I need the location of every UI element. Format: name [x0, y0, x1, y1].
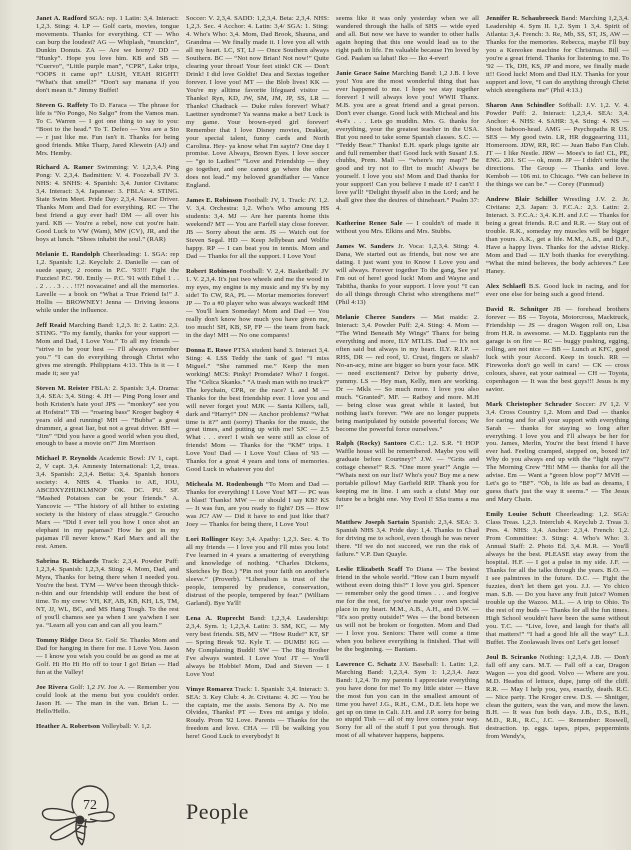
student-name: Donna E. Rowe	[186, 346, 232, 354]
yearbook-entry: Micheala M. Rodenbough “To Mom and Dad — Thanks for everything! I Love You! MT — PC was a blast! Thanks! MW — or should I say KB? KS — It was fun, are you ready to fight? DS — How was JC? AW — Did it have to end just like that? Joey — Thanks for being there, I Love You!	[186, 481, 329, 529]
student-name: Steven M. Reister	[36, 384, 89, 392]
yearbook-entry: Joul B. Sciranko Nothing: 1,2,3,4. J.B. — Don't fall off any cars. M.T. — Fall off a car, Dragon Wagon — you did good. Volvo — Where are you. M.D. Headus of lettuce, dupe, jump off the cliff. R.R. — May I help you, yes, exactly, death. R.C. — Nice party. The Kroger crew. D.S. — Shnitger, clean the gutters, wax the van, and mow the lawn. B.H. — It was fun both days. J.B., D.S., B.H., M.D., R.R., R.C., J.C. — Remember: Roswell, destraction. tp. eggs. tapes, pipes, peppermints from Wendy's,	[486, 653, 629, 741]
student-name: Matthew Joseph Sartain	[336, 519, 410, 527]
yearbook-entry: Soccer: V. 2,3,4. SADD: 1,2,3,4. Beta: 2,3,4. NHS: 1,2,3. Sec. 4 Acchor: 4. Latin: 3,4/ SGA: 1. Sting: 4. Who's Who: 3,4. Mom, Dad Brook, Shauna, and Grandma — We finally made it. I love you all with all my heart. LC, ST, LJ — Once Southern always Southern. BC — “Not now Brian! Not now!” Quite clearing your throat! Your feet stink! CK — Don't Drink! I did love Goldie! Dea and Sextas together forever. I love you! MT — the Blob lives! KK — You're my alltime favorite lifeguard visitor — Thanks! Ryn, KD, JW, SM, JM, JP, SS, LR — Thanks! Chadrack — Duke rules forever! What? Laettner syndrome? Ya wanna make a bet? Luck is my game. Your brown-eyed girl forever! Remember that I love Disney movies, Drakkar, your special talent, funny cards and North Carolina. Hey- ya know what I'm sayin'? One day I promise. Love Always, Brown Eyes. I love soccer — “go to Ladies!” “Love and Friendship — they go together, and one cannot go where the other does not lead.” my beloved grandfather — Vance England.	[186, 15, 329, 190]
yearbook-entry: Richard A. Ramer Swimming: V. 1,2,3,4. Ping Pong: V. 2,3,4. Badmitten: V. 4. Foozeball JV 3. NHS: 4. SNHS: 4. Spanish: 3,4. Junior Civitans: 3,4. Interact: 3,4. Japanese: 3. FBLA: 4. STING. State Swim Meet. Pride Day: 2,3,4. Nascar Driver. Thanks Mom and Dad for everything. RC — The best friend a guy ever had! DM — all over his yard. KB — You're a rebel, now cut you're hair. Good Luck to VW (Wam), MW (CV), JR, and the boys at lunch. “Shoes inhabit the soul.” (RAR)	[36, 164, 180, 244]
student-name: Sabrina R. Richards	[36, 558, 99, 566]
student-name: Joul B. Sciranko	[486, 653, 537, 661]
yearbook-entry: Jennifer R. Schaubroeck Band: Marching 1,2,3,4. Leadership 4. Sym II. 1,2. Sym 1 3,4. Spirit of Atlanta: 3,4. French: 3. Re, Mb, SS, ST, JS, AW — Thanks for the memories. Rebecca, maybe I'll buy you a Kereokee machine for Christmas. Bill — you're a great friend. Thanks for listening to me. To '92 — Tk, DH, KS, JP and more, we finally made it!! Good luck! Mom and Dad ILY. Thanks for your support and love, “I can do anything through Christ which strengthens me” (Phil 4:13.)	[486, 15, 629, 94]
student-name: Janet A. Radford	[36, 15, 88, 22]
yearbook-entry: Jeff Reaid Marching Band: 1,2,3. It: 2. Latin: 2,3. STING. “To my family, thanks for your support — Mom and Dad, I Love You.” To all my friends — “strive to be your best — I'll always remember you.” “I can do everything through Christ who gives me strength. Philippians 4:13. This is it — I made it; see ya!	[36, 321, 180, 377]
student-name: Andrew Blair Schiller	[486, 196, 558, 204]
yearbook-entry: Alex Schlaefl B.S. Good luck in racing, and for ever one else for being such a good friend.	[486, 283, 629, 298]
yearbook-entry: Michael P. Reynolds Academic Bowl: JV 1, capt. 2, V capt. 3,4. Amnesty International: 1,2, treas. 3,4. Spanish: 2,3,4. Betta: 3,4. Spanish honors society: 4. NHS 4. Thanks to AE, IOU, ABCDXYZHIJKLMNOP OK. DC. PU. SF. “Mashed Potatoes can be your friends.” A. Yancovic — “The history of all hither to existing society is the history of class struggle.” Groucho Marx — “Did I ever tell you how I once shot an elephant in my pajamas? How he got in my pajamas I'll never know.” Karl Marx and all the rest. Amen.	[36, 455, 179, 551]
yearbook-entry: Sharon Ann Schindler Softball: J.V. 1,2. V. 4. Powder Puff: 2. Interact: 1,2,3,4. SEA: 3,4. Anchor: 4. NHS: 4. SAHR: 3,4. Sting: 4. NS — Shoot baboon-head. AMG — Psychopaths R US. SES — My good twin. LR, HR doggearring 111, Homeroom. JDW, RR, RC — Juan Babo Fan Club. JT — I like Nestle. JRW — Moes's to fat! CL, PE, ENG. 201. SC — ok, mom. JP — I didn't write the directions. The Group — Thanks and love. Kembob — 106 mi. to Chicago. “We can believe in the things we can be.” — Corey (Funmud)	[486, 101, 629, 189]
student-name: David R. Schnitger	[486, 305, 549, 313]
yearbook-entry: Robert Robinson Football: V. 2,4. Basketball: JV 1. V. 2,3,4. It's just two wheels and me the wood in my eyes, my engine is my music and my 9's by my side! To CW, RA, PL — Mortar memories forever! JP — To a #0 player who was always wacked! HM — You'll learn Someday! Mom and Dad — You really don't know how much you have given me, too much! SH, KB, SP, FP — the team from back in the day! MH — No one compares!	[186, 268, 329, 339]
yearbook-entry: seems like it was only yesterday when we all wandered through the halls of SHS — wide eyed and all. But now we have to wander to other halls again hoping that this one would lead us to the right path in life. I'm valuable because I'm loved by God. Paalam sa lahat! Iko — Iko 4-ever!	[336, 15, 479, 62]
student-name: Melanie E. Randolph	[36, 251, 101, 259]
yearbook-entry: Janie Grace Saine Marching Band: 1,2 J.B. I love you! You are the most wonderful thing that has ever happened to me. I hope we stay together forever! I will always love you! WWII Thanx. M.B. you are a great friend and a great person. Don't ever change. Good luck with Micheal and his 4x4's . . . Lets go muddin. Mrs. G. thanks for everything, your the greatest teacher in the USA. But you need to take some Spanish classes. S.C. — “Teddy Bear.” Thanks! E.H. spark plugs ignite air and full remember that! Good luck with Susan! J.S. chuhbs, Prem. Mall — “where's my map?” Be good and try not to flirt to much! Always be yourself. I love you sis! Mom and Dad thanks for your support! Can you believe I made it? I can't! I love ya'll! “Delight thyself also in the Lord; and he shall give thee the desires of thineheart.” Psalm 37: 4.	[336, 69, 479, 213]
hornet-mascot-icon	[30, 783, 134, 847]
student-name: James W. Sanders	[336, 243, 394, 251]
text-column	[36, 15, 179, 748]
student-name: Vimye Romarez	[186, 685, 233, 693]
student-name: Katherine Renee Sale	[336, 220, 403, 228]
yearbook-entry: Janet A. Radford SGA: rep. 1 Latin: 3,4. Interact: 1,2,3. Sting: 4. LP — Golf carts, movies, tongue movements. Thanks for everything. CT — Who can burp the loudest? AG — Whiplash, “munckin”, Dunkin Donuts. ZA — Are we horny? DD — “Hunky”. Hope you love him. KB and SB — “Cuervo”, “Little purple man”, “CPR”, Lake trips, “OOPS it came up!” LUSH, YEAH RIGHT! “What's that smell?” “Don't say manana if you don't mean it.” Jimmy Buffet!	[36, 15, 179, 94]
text-column	[336, 15, 479, 748]
student-name: Janie Grace Saine	[336, 69, 390, 77]
yearbook-entry: Matthew Joseph Sartain Spanish: 2,3,4. SEA: 3. Spanish NHS 3,4. Pride day: 1,4. Thanks to Chad for driving me to school, even though he was never there. “If we do not succeed, we run the risk of failure.” V.P. Dan Quayle.	[336, 519, 480, 559]
section-label: People	[186, 799, 249, 824]
student-name: Steven G. Raffety	[36, 101, 89, 109]
yearbook-entry: Lawrence C. Schatz J.V. Baseball: 1. Latin: 1,2. Marching Band: 1,2,3,4. Sym 1: 1,2,3,4. Jazz Band: 1,2,4. To my parents I appreciate everything you have done for me! To my little sister — Have the most fun you can in the smallest amount of time you have! J.G., R.H., C.M., D.E. lets hope we get up on time in Cali. J.H. and J.P. sorry for being so stupid Tish — all of my love comes your way. Sorry for all of the stuff I put you through. But most of all whatever happens, happens.	[336, 660, 479, 740]
student-name: Jennifer R. Schaubroeck	[486, 15, 559, 22]
page-footer	[30, 782, 370, 848]
yearbook-entry: Sabrina R. Richards Track: 2,3,4. Powder Puff: 1,2,3,4. Spanish: 1,2,3,4. Sting: 4. Mom, Dad, and Myra, Thanks for being there when I needed you. You're the best. TYM — We've been through thick-n-thin and our friendship will endure the best of time. To my crew: VH, KF, AB, KB, KH, LS, TM, NT, JJ, WL, BC, and MS Hang Tough. To the rest of you'll chamos see ya when I see ya/when I see ya. “Learn all you can and can all you learn.”	[36, 558, 179, 629]
text-column	[186, 15, 329, 748]
yearbook-entry: Melanie E. Randolph Cheerleading: 1. SGA: rep 1,2. Spanish: 1,2. Keyclub: 2. Danielle — can of suede spary, 2 rooms in P.C. '93!!! Fight the Fuzzies! P.C. '90. Emily — P.C. '91 with Ethel 1 . . . 2 . . . 3 . . . !!?! novacaine! and all the memories. Lavelle — a book on “What a True Friend Is!” J. Hollis — BROWNEY! Jenna — Driving lessons while under the influence.	[36, 251, 179, 314]
student-name: James E. Robinson	[186, 197, 243, 205]
student-name: Ralph (Rocky) Santoro	[336, 440, 407, 448]
page-number: 72	[83, 798, 97, 813]
yearbook-entry: Mark Christopher Schrader Soccer: JV 1,2. V 3,4. Cross Country 1,2. Mom and Dad — thanks for caring and for all your support with everything Sarah — thanks for staying so long after everything. I love you and I'll always be her for you. James, Merlin, You're the best friend I have ever had. Feeling cramped, stepped on, boxed in? Why do you always end up with the “light rays”? The Morning Crew “Hi! MM — thanks for all the advise. Em — Want a “green blow pop”? MVH — Let's go to “BF”. “Oh, is life as bad as dreams, I guess that's just the way it seems.” — The Jesus and Mary Chain.	[486, 400, 629, 504]
student-name: Jeff Reaid	[36, 321, 67, 329]
yearbook-entry: Melanie Cheree Sanders — Mat maids: 2. Interact: 3,4. Powder Puff: 2,4. Sting: 4. Mom — “The Wind Beneath My Wings” Thanx for being everything and more, ILY MTLIS. Dad — It's not often said but always in my heart. ILY. R.I.P. — RHS, DR — red roof, U. Crust, fingers or slash? No-an-acy, mine are bigger so burn your face. MK — need excitement? Drive by puberty drive, yummy. LS — Hey man, Kelly, men are working. Dr — Mkls — So much more. I love you also much. “Granted”. MF. — Ratboy and more. M.H — being close was great while it lasted, but nothing last's forever. “We are no longer puppets being manipulated by outside powerful forces; We become the powerful force ourselves.”	[336, 313, 479, 433]
yearbook-entry: Joe Rivera Golf: 1,2 JV. Joe A. — Remember you could look at the menu but you couldn't order. Jason H. — The man in the van. Brian L. — Hello/Hello.	[36, 683, 180, 715]
student-name: Mark Christopher Schrader	[486, 400, 572, 408]
student-name: Tommy Ridge	[36, 636, 78, 644]
student-name: Joe Rivera	[36, 683, 68, 691]
yearbook-entry: Andrew Blair Schiller Wrestling J.V. 2. Jr. Civitans: 2,3. Japan: 3. F.C.A.: 2,3. Latin: 2. Interact. 3. F.C.A.: 3,4. K.H. and J.C — Thanks for being a great friends. R.C and R.R. — Stay out of trouble. R.K., someday my muscles will be bigger than yours. A.K., get a life. M.M., A.B., and D.F., Have a happy lives. Thanks for the advise Ricky. Mom and Dad — ILY both thanks for everything. “What the mind believes, the body achieves.” Lee Haney.	[486, 196, 629, 276]
yearbook-entry: Lena A. Ruprecht Band: 1,2,3,4. Leadership: 2,3,4. Sym. 1; 1,2,3,4. Latin: 3. SM, KC, — My very best friends. SB, MV — “How Rude!” KT, SF — Spring Break '92. Kyle T. — DUMB! KG — My Complaining Buddi! SW — The Big Brother I've always wanted. I Love You! JT — You'll always be Hobbie! Mom, Dad and Steven — I Love You!	[186, 614, 329, 678]
yearbook-entry: Emily Louise Schutt Cheerleading: 1,2. SGA: Class Treas. 1,2,3. Interclub 4. Keyclub 2. Treas 3. Pres. 4. NHS: 3,4. Anchor: 2,3,4. French: 1,2. Prom Committee: 3. Sting: 4. Who's Who: 3. Annual Staff: 2. Photo Ed. 3,4. M.R. — You'll always be the best. PLEASE stay away from the hospital. H.F. — I got a pulse in my side. J.F. — Thanks for all the talks through the years. B.O. — I see palmtrees in the future. D.C. — Fight the fuzzies, don't let them get you. J.J. — Yo chico man. S.B. — Do you have any fruit juice? Women trouble up the Wazoo. M.L. — A trip to Ohio. To the rest of my buds — Thanks for all the fun times. High School wouldn't have been the same without you. T.C. — “Live, love, and laugh for that's all that matters!” “I had a good life all the way” L.J. Buffet. The Zoolawash lives on! Let's get loose!	[486, 511, 629, 646]
student-name: Sharon Ann Schindler	[486, 101, 555, 109]
student-name: Lena A. Ruprecht	[186, 614, 245, 622]
yearbook-entry: Tommy Ridge Deca Sr. Golf Sr. Thanks Mom and Dad for hanging in there for me. I Love You. Jason — I know you wish you could be as good as me at Golf. Hi Ho Hi Ho off to tour I go! Brian — Had fun at the Valley!	[36, 636, 179, 676]
entries-grid	[36, 15, 629, 748]
student-name: Alex Schlaefl	[486, 283, 526, 291]
student-name: Melanie Cheree Sanders	[336, 313, 415, 321]
yearbook-entry: James E. Robinson Football: JV, 1. Track: JV. 1,2. V. 3,4. Orchestra: 1,2. Who's Who amoung HS students: 3,4. MJ — Are her parents home this weekend? MT — You are Farfell stay close forever. JB — Sorry about the arm. JS — Watch out for Steven Segal. HD — Keep Jellybean and Wolfie happy. RP — I can beat you in tennis. Mom and Dad — Thanks for all the support. I Love You!	[186, 197, 329, 261]
yearbook-entry: Leslie Elizabeth Scaff To Diana — The bestest friend in the whole world. “How can I burn myself without even doing this?” I love you girl. Spencer — remember only the good times . . . and forgive me for the rest, for you've made your own special place in my heart. M.M., A.B., A.H., and D.W. — “It's soo pretty outside!” Wes — the bond between us will not be broken or forgotten. Mom and Dad — I love you. Seniors: There will come a time when you believe everything is finished. That will be the beginning. — Bantam.	[336, 566, 479, 653]
yearbook-entry: Donna E. Rowe PTSA student band 3. Interact 3,4. Sting: 4. LSS Teddy the tank of gas! “I miss Miguel.” “She rammed me.” Keep the men working! MCS: Pinky! Promdate? Who? I forgot. The “Celica Skanks.” “A trash man with no truck?” The keychain, CPR, or the race? L and M — Thanks for the best friendship ever. I love you and will never forget you! MJK — Santa Killers, tall, dark and “Harry!” DN — Anchor problems? “What time is it?” anti (sorry) Thanks for the music, the great times, and putting up with me! SJC — 2.5 What . . . ever! I wish we were still as close of friends! Mom — Thanks for the “KM” trips. I Love You! Dad — I Love You! Class of '93 — Thanks for a great 4 years and tons of memories. Good Luck in whatever you do!	[186, 346, 329, 474]
text-column	[486, 15, 629, 748]
student-name: Michael P. Reynolds	[36, 455, 97, 463]
student-name: Emily Louise Schutt	[486, 511, 551, 519]
yearbook-entry: Steven M. Reister FBLA: 2. Spanish: 3,4. Drama: 3,4. SEA: 3,4. Sting: 4. JH — Ping Pong loser and both Kristen's hate you! JPS — “monkey” see you at Hofstra!” TB — “roaring bass” Kroger bagboy 4 years old and running! MH — “Bubba” a great drummer, a great liar, but not a great driver. BH — “Jim” “Did you have a good world when you died, enough to base a movie on?” Jim Morrison	[36, 384, 179, 448]
student-name: Richard A. Ramer	[36, 164, 94, 172]
student-name: Lori Rollinger	[186, 536, 229, 544]
student-name: Robert Robinson	[186, 268, 237, 276]
student-name: Micheala M. Rodenbough	[186, 481, 264, 489]
yearbook-entry: David R. Schnitger JB — forehead brothers forever — BS — Toyota, Motorcross, Macktruck, Friendship — JS — dragon Wagon roll on, Lisa from H.R. is awesome. — M.D. Eggplants run the garage is on fire — RC — buggy pushing, egging, rolling, are not nice — BB — Lunch at KFC, good luck with your Accord. Keep in touch. RR — Fireworks don't go well in cars! — CK — cross colours, shave, eat your oatmeal — CH — Toyota, copenhagon — It was the best guys!!! Jesus is my savior.	[486, 305, 630, 393]
yearbook-entry: Steven G. Raffety To D. Faraca — The phrase for life is “No Pongo, No Salgo” from the Vamos man. To C. Warren — I got one thing to say to you: “Boot to the head.” To T. Defeo — You are a Sto — r just like me. Fun isn't it. Thanks for being good friends. Mike Tharp, Jared Klewein (AJ) and Mrs. Hemby.	[36, 101, 179, 157]
yearbook-entry: Vimye Romarez Track: 1. Spanish: 3,4. Interact: 3. SEA: 3. Key Club: 4. Jr. Civitans: 4. JC — You be the captain, me the assis. Senora By A. No me Olvides, Thanks! PT — Eves mi amiga y idolo. Roudy. Prom '92 Love. Parents — Thanks for the freedom and love. CHA — I'll be walking you here! Good Luck to everybody! It	[186, 685, 329, 741]
yearbook-entry: Lori Rollinger Key: 3,4. Apathy: 1,2,3. Sec. 4. To all my friends — I love you and I'll miss you lots! I've learned in 4 years a smattering of everything and knowledge of nothing. “Charles Dickens, Sketches by Boz.) “Pin not your faith on another's sleeve.” (Proverb). “Liberalism is trust of the people, tempered by prudence, conservation, distrust of the people, tempered by fear.” (William Garland). Bye Ya'll!	[186, 536, 329, 607]
student-name: Leslie Elizabeth Scaff	[336, 566, 403, 574]
yearbook-entry: Katherine Renee Sale — I couldn't of made it without you Mrs. Elkins and Mrs. Stubbs.	[336, 220, 479, 236]
yearbook-entry: James W. Sanders Jr. Voca: 1,2,3,4. Sting: 4. Dana, We started out as friends, but now we are dating. I just want you to Know I Love you and will always. Forever together To the gang, See ya! I'm out of here! good luck! Mom and Wayne and Tabitha, thanks fo your support. I love you! “I can do all things through Christ who strengthens me!” (Phil 4:13)	[336, 243, 479, 306]
student-name: Heather A. Robertson	[36, 722, 100, 730]
yearbook-entry: Ralph (Rocky) Santoro C.C.: 1,2. S.R. “I HOP Waffle house will be remembered. Maybe you will graduate before Courtney!” J.W. — “Grits and cottage cheese!” R.S. “One more year!” Angie — “Whats next on our list? Who's you? Buy me a new portable pillow! May Garfield RIP. Thank you for keeping me in line. I am such a cluts! May our future be a bright one. Voy Evol I! SSa trams a ma I!”	[336, 440, 480, 512]
student-name: Lawrence C. Schatz	[336, 660, 397, 668]
yearbook-entry: Heather A. Robertson Volleyball: V. 1,2.	[36, 722, 152, 730]
